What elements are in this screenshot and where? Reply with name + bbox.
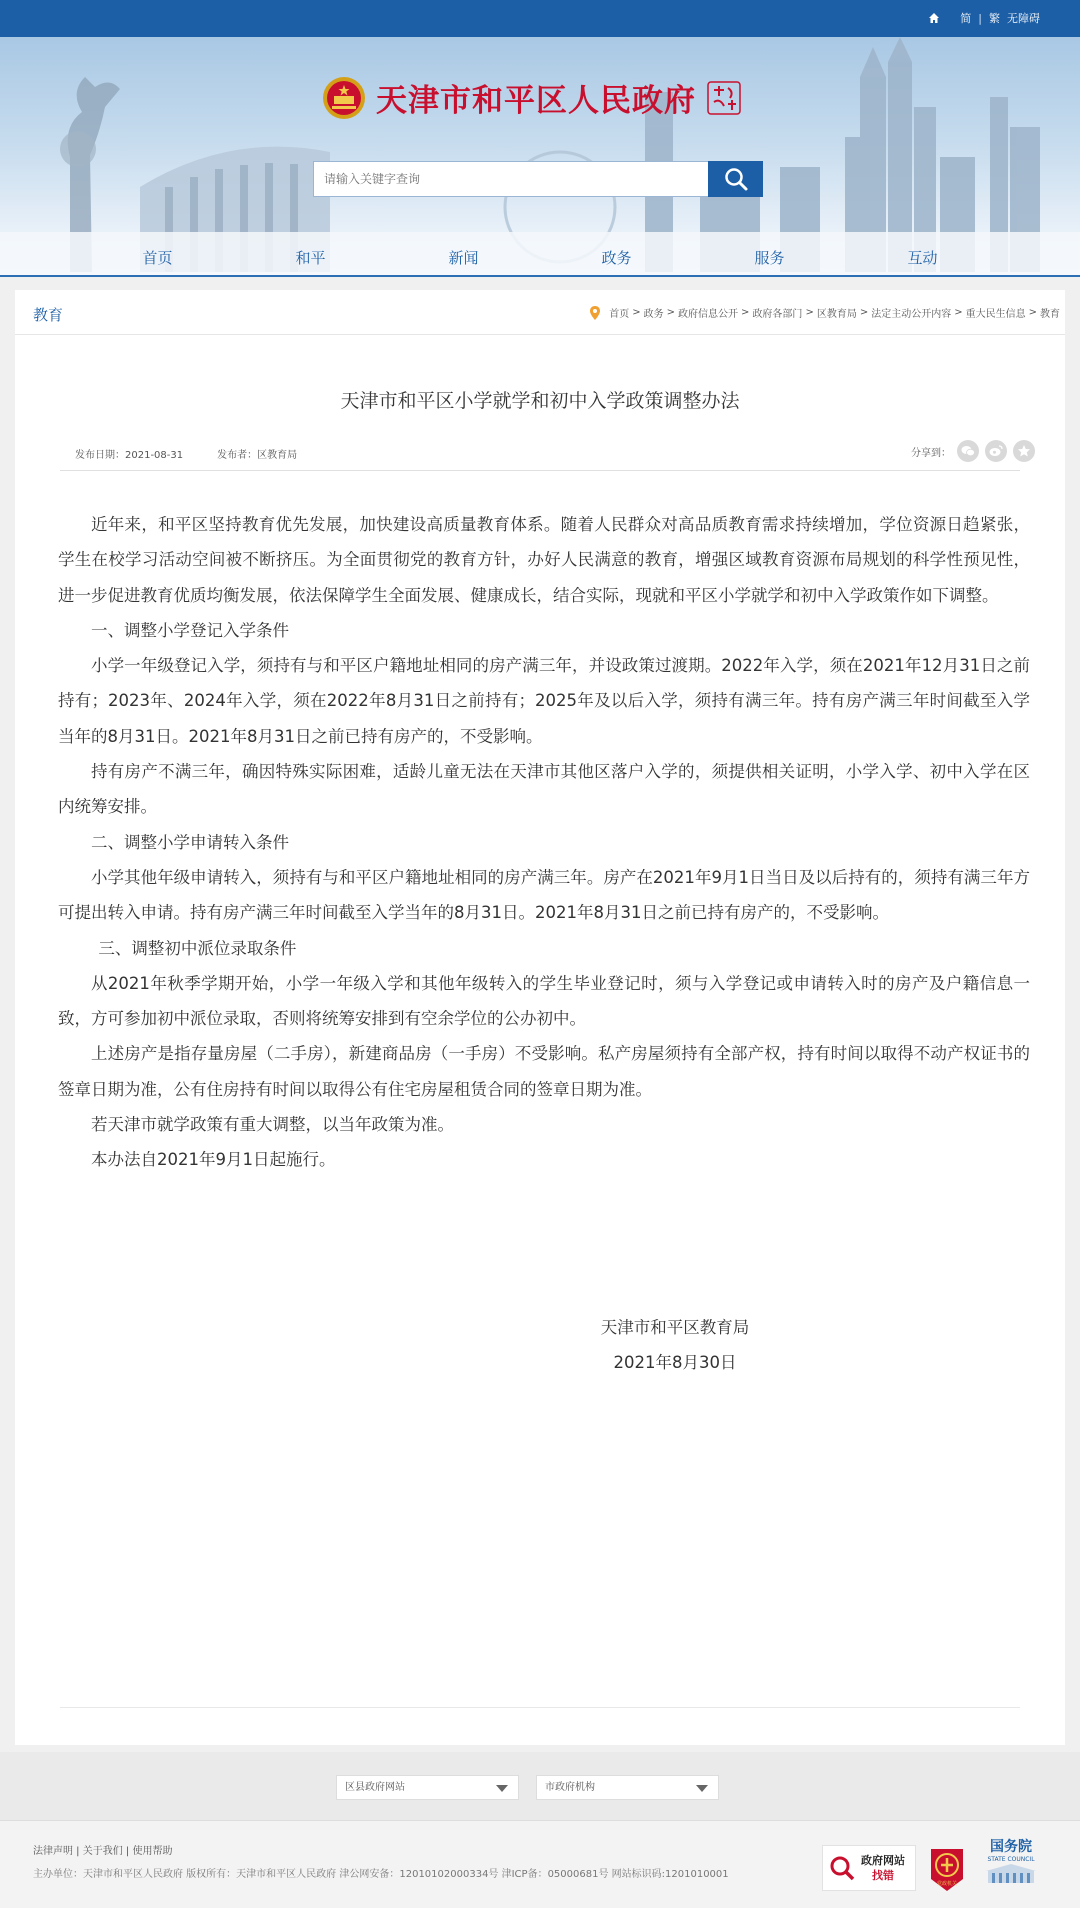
simplified-link[interactable]: 简 <box>960 12 972 25</box>
beautiful-tianjin-seal-icon <box>706 80 742 116</box>
national-emblem-icon <box>322 76 366 120</box>
breadcrumb-item[interactable]: 政府各部门 <box>752 309 803 320</box>
nav-interaction[interactable]: 互动 <box>907 249 938 267</box>
nav-home[interactable]: 首页 <box>142 249 173 267</box>
footer-info: 主办单位：天津市和平区人民政府 版权所有：天津市和平区人民政府 津公网安备：12010102000334号 津ICP备：05000681号 网站标识码:1201010001 <box>33 1869 729 1880</box>
search-input[interactable] <box>313 161 708 197</box>
nav-divider <box>0 275 1080 277</box>
traditional-link[interactable]: 繁 <box>989 12 1000 25</box>
signature <box>575 1310 775 1380</box>
breadcrumb-item[interactable]: 法定主动公开内容 <box>871 309 952 320</box>
search-bar <box>313 161 763 197</box>
footer-links[interactable]: 法律声明 | 关于我们 | 使用帮助 <box>33 1846 173 1857</box>
paragraph: 持有房产不满三年，确因特殊实际困难，适龄儿童无法在天津市其他区落户入学的，须提供相关证明，小学入学、初中入学在区内统筹安排。 <box>58 762 1030 817</box>
search-button[interactable] <box>708 161 763 197</box>
paragraph: 近年来，和平区坚持教育优先发展，加快建设高质量教育体系。随着人民群众对高品质教育需求持续增加，学位资源日趋紧张，学生在校学习活动空间被不断挤压。为全面贯彻党的教育方针，办好人民满意的教育，增强区域教育资源布局规划的科学性预见性，进一步促进教育优质均衡发展，依法保障学生全面发展、健康成长，结合实际，现就和平区小学就学和初中入学政策作如下调整。 <box>58 515 1030 605</box>
breadcrumb-item[interactable]: 政务 <box>643 309 664 320</box>
search-icon <box>723 166 749 192</box>
badge-line: 政府网站 <box>861 1854 905 1867</box>
top-links <box>928 10 1040 26</box>
share-label: 分享到： <box>911 447 951 459</box>
select-label: 区县政府网站 <box>345 1782 405 1793</box>
top-bar <box>0 0 1080 37</box>
nav-government[interactable]: 政务 <box>601 249 632 267</box>
city-agencies-select[interactable] <box>536 1775 719 1800</box>
section-header <box>15 290 1065 335</box>
section-heading: 一、调整小学登记入学条件 <box>91 620 289 640</box>
breadcrumb-item[interactable]: 重大民生信息 <box>965 309 1026 320</box>
article-title: 天津市和平区小学就学和初中入学政策调整办法 <box>340 390 740 412</box>
weibo-share-icon[interactable] <box>985 440 1007 462</box>
publisher: 发布者：区教育局 <box>217 450 298 461</box>
site-title: 天津市和平区人民政府 <box>376 83 696 119</box>
nav-heping[interactable]: 和平 <box>295 249 326 267</box>
county-sites-select[interactable] <box>336 1775 519 1800</box>
badge-line: 国务院 <box>990 1839 1032 1855</box>
paragraph: 本办法自2021年9月1日起施行。 <box>91 1150 336 1170</box>
breadcrumb-item[interactable]: 政府信息公开 <box>678 309 739 320</box>
home-icon[interactable] <box>928 12 940 24</box>
article-meta <box>75 446 297 461</box>
badge-line: STATE COUNCIL <box>987 1856 1035 1863</box>
paragraph: 上述房产是指存量房屋（二手房），新建商品房（一手房）不受影响。私产房屋须持有全部产权，持有时间以取得不动产权证书的签章日期为准，公有住房持有时间以取得公有住宅房屋租赁合同的签章日期为准。 <box>58 1044 1030 1099</box>
report-error-badge[interactable] <box>822 1845 916 1891</box>
accessibility-link[interactable]: 无障碍 <box>1007 12 1040 25</box>
badge-line: 找错 <box>872 1869 894 1882</box>
great-hall-icon <box>982 1863 1040 1885</box>
main-nav <box>0 240 1080 277</box>
content-card <box>15 290 1065 1745</box>
select-label: 市政府机构 <box>545 1782 595 1793</box>
signature-date: 2021年8月30日 <box>613 1353 737 1372</box>
article-body <box>58 507 1030 1178</box>
meta-divider <box>60 470 1020 471</box>
location-pin-icon <box>589 306 601 320</box>
breadcrumb: 首页 > 政务 > 政府信息公开 > 政府各部门 > 区教育局 > 法定主动公开内容 > 重大民生信息 > 教育 <box>589 305 1060 320</box>
section-heading: 二、调整小学申请转入条件 <box>91 832 289 852</box>
paragraph: 从2021年秋季学期开始，小学一年级入学和其他年级转入的学生毕业登记时，须与入学登记或申请转入时的房产及户籍信息一致，方可参加初中派位录取，否则将统筹安排到有空余学位的公办初中。 <box>58 973 1030 1029</box>
badge2-text: 党政机关 <box>936 1881 958 1887</box>
paragraph: 小学一年级登记入学，须持有与和平区户籍地址相同的房产满三年，并设政策过渡期。2022年入学，须在2021年12月31日之前持有；2023年、2024年入学，须在2022年8月31日之前持有；2025年及以后入学，须持有满三年。持有房产满三年时间截至入学当年的8月31日。2021年8月31日之前已持有房产的，不受影响。 <box>58 656 1030 746</box>
section-heading: 三、调整初中派位录取条件 <box>98 938 297 958</box>
chevron-down-icon <box>496 1785 508 1792</box>
party-government-badge[interactable] <box>927 1845 967 1893</box>
chevron-down-icon <box>696 1785 708 1792</box>
state-council-badge[interactable] <box>982 1836 1040 1896</box>
paragraph: 若天津市就学政策有重大调整，以当年政策为准。 <box>91 1115 454 1135</box>
footer <box>0 1820 1080 1908</box>
magnifier-icon <box>829 1855 855 1881</box>
content-divider <box>60 1707 1020 1708</box>
breadcrumb-item[interactable]: 首页 <box>609 309 630 320</box>
share-bar <box>911 440 1035 462</box>
publish-date: 发布日期：2021-08-31 <box>75 450 184 461</box>
breadcrumb-item[interactable]: 区教育局 <box>816 309 857 320</box>
divider: | <box>978 11 982 25</box>
nav-news[interactable]: 新闻 <box>448 249 479 267</box>
signature-org: 天津市和平区教育局 <box>600 1318 750 1337</box>
nav-service[interactable]: 服务 <box>754 249 785 267</box>
paragraph: 小学其他年级申请转入，须持有与和平区户籍地址相同的房产满三年。房产在2021年9月1日当日及以后持有的，须持有满三年方可提出转入申请。持有房产满三年时间截至入学当年的8月31日。2021年8月31日之前已持有房产的，不受影响。 <box>58 867 1030 923</box>
wechat-share-icon[interactable] <box>957 440 979 462</box>
section-title: 教育 <box>33 306 64 324</box>
site-logo[interactable] <box>322 75 742 120</box>
favorite-share-icon[interactable] <box>1013 440 1035 462</box>
breadcrumb-item[interactable]: 教育 <box>1040 309 1060 320</box>
